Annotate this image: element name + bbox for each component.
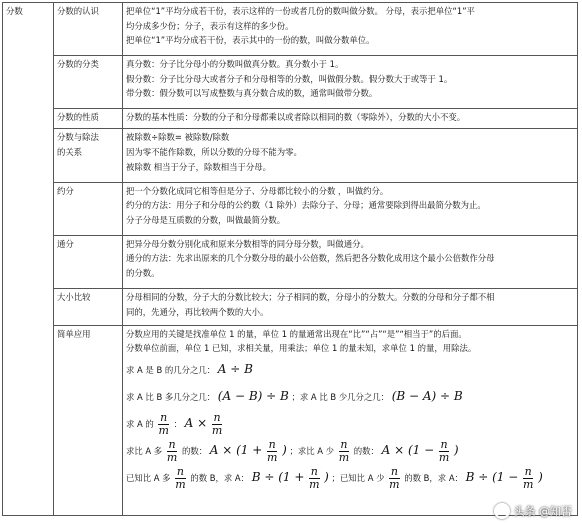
formula-label: ；求 A 比 B 少几分之几： [291,391,390,402]
content-cell [123,182,578,235]
formula-label: 求 A 的 [126,418,154,429]
topic-cell [54,109,123,129]
topic-label: 简单应用 [57,328,91,339]
content-line: 把异分母分数分别化成和原来分数相等的同分母分数，叫做通分。 [126,238,369,249]
formula-label: 的数： [353,445,379,456]
content-line: 真分数：分子比分母小的分数叫做真分数。真分数小于 1。 [126,59,344,70]
formula-expression: (B − A) ÷ B [391,388,463,403]
content-line: 因为零不能作除数，所以分数的分母不能为零。 [126,147,302,158]
formula-paren: ) [324,469,329,484]
fraction [267,439,277,464]
topic-cell [54,129,123,182]
formula-label: ： [173,418,182,429]
fraction-denominator: m [175,477,186,491]
content-line: 分数应用的关键是找准单位 1 的量，单位 1 的量通常出现在“比”“占”“是”“相当于”的后面。 [126,328,467,339]
content-line: 把一个分数化成同它相等但是分子、分母都比较小的分数 ，叫做约分。 [126,185,389,196]
content-line: 均分成多少份；分子，表示有这样的多少份。 [126,20,294,31]
topic-label: 分数的性质 [57,112,99,123]
formula-line [126,410,574,437]
main-topic-label: 分数 [6,6,23,16]
content-line: 分子分母是互质数的分数，叫做最简分数。 [126,214,286,225]
topic-label: 通分 [57,238,74,249]
formula-label: 求 A 比 B 多几分之几： [126,391,216,402]
fraction [309,466,319,491]
content-cell [123,56,578,109]
fraction-denominator: m [158,423,169,437]
content-line: 带分数：假分数可以写成整数与真分数合成的数，通常叫做带分数。 [126,88,378,99]
content-line: 约分的方法：用分子和分母的公约数（1 除外）去除分子、分母；通常要除到得出最简分数为止。 [126,200,486,211]
formula-paren: ) [282,442,287,457]
content-line: 分母相同的分数，分子大的分数比较大；分子相同的数，分母小的分数大。分数的分母和分子都不相 [126,292,495,303]
content-line: 的分数。 [126,268,160,279]
fraction-denominator: m [309,477,320,491]
fraction-denominator: m [266,450,278,464]
watermark-logo-icon [494,503,510,519]
fraction-denominator: m [338,450,350,464]
fraction [339,439,349,464]
content-line: 假分数：分子比分母大或者分子和分母相等的分数，叫做假分数。假分数大于或等于 1。 [126,73,453,84]
content-line: 把单位“1”平均分成若干份，表示这样的一份或者几份的数叫做分数。 分母，表示把单位“1”平 [126,6,475,16]
fraction [158,412,168,437]
content-cell [123,3,578,56]
topic-label: 分数的分类 [57,59,99,70]
content-line: 把单位“1”平均分成若干份，表示其中的一份的数，叫做分数单位。 [126,35,375,46]
topic-label: 约分 [57,185,74,196]
formula-line [126,437,574,464]
fraction-numerator: n [524,464,532,478]
topic-cell [54,289,123,326]
fraction-numerator: n [213,410,221,424]
content-cell [123,289,578,326]
fraction-numerator: n [168,437,176,451]
fraction-numerator: n [310,464,318,478]
topic-label: 的关系 [57,147,83,158]
formula-label: 已知比 A 多 [126,472,171,483]
fraction [212,412,222,437]
formula-line [126,383,574,410]
fraction-denominator: m [166,450,178,464]
content-line: 分数的基本性质：分数的分子和分母都乘以或者除以相同的数（零除外），分数的大小不变。 [126,112,466,123]
fraction-denominator: m [389,477,400,491]
fraction-denominator: m [522,477,534,491]
content-cell [123,109,578,129]
knowledge-table [2,2,578,516]
content-line: 同的，先通分，再比较两个数的大小。 [126,306,269,317]
content-line: 通分的方法：先求出原来的几个分数分母的最小公倍数，然后把各分数化成用这个最小公倍数作分母 [126,253,495,264]
fraction-numerator: n [440,437,448,451]
formula-label: 的数 B，求 A： [190,472,250,483]
fraction-numerator: n [176,464,184,478]
fraction [167,439,177,464]
fraction-numerator: n [160,410,168,424]
formula-expression: A ÷ B [217,361,253,376]
fraction-numerator: n [268,437,276,451]
fraction-denominator: m [438,450,450,464]
formula-label: 的数 B，求 A： [404,472,463,483]
formula-expression: B ÷ (1 − [465,469,519,484]
watermark-text: 头条 @知否 [513,505,572,518]
fraction [439,439,449,464]
topic-cell [54,182,123,235]
formula-line [126,464,574,491]
topic-cell [54,325,123,515]
main-topic-cell [3,3,54,516]
formula-expression: A × (1 − [381,442,435,457]
topic-label: 分数的认识 [57,6,99,16]
content-line: 被除数÷除数= 被除数/除数 [126,132,230,143]
formula-expression: (A − B) ÷ B [217,388,289,403]
formula-paren: ) [538,469,543,484]
formula-label: ；已知比 A 少 [331,472,385,483]
fraction-numerator: n [390,464,398,478]
topic-label: 大小比较 [57,292,91,303]
fraction [523,466,533,491]
formula-expression: B ÷ (1 + [251,469,305,484]
topic-cell [54,56,123,109]
formula-expression: A × (1 + [209,442,263,457]
fraction-numerator: n [340,437,348,451]
content-line: 被除数 相当于分子，除数相当于分母。 [126,161,272,172]
topic-cell [54,235,123,288]
content-line: 分数单位前面，单位 1 已知，求相关量，用乘法；单位 1 的量未知，求单位 1 的量，用除法。 [126,343,477,354]
formula-label: 的数： [181,445,208,456]
watermark [494,503,573,519]
fraction [389,466,399,491]
formula-label: 求比 A 多 [126,445,163,456]
topic-label: 分数与除法 [57,132,99,143]
formula-line [126,356,574,383]
content-cell [123,325,578,515]
formula-expression: A × [184,415,208,430]
topic-cell [54,3,123,56]
formula-paren: ) [453,442,459,457]
content-cell [123,235,578,288]
formula-label: ；求比 A 少 [289,445,335,456]
fraction-denominator: m [211,423,223,437]
fraction [175,466,185,491]
content-cell [123,129,578,182]
formula-label: 求 A 是 B 的几分之几： [126,364,216,375]
